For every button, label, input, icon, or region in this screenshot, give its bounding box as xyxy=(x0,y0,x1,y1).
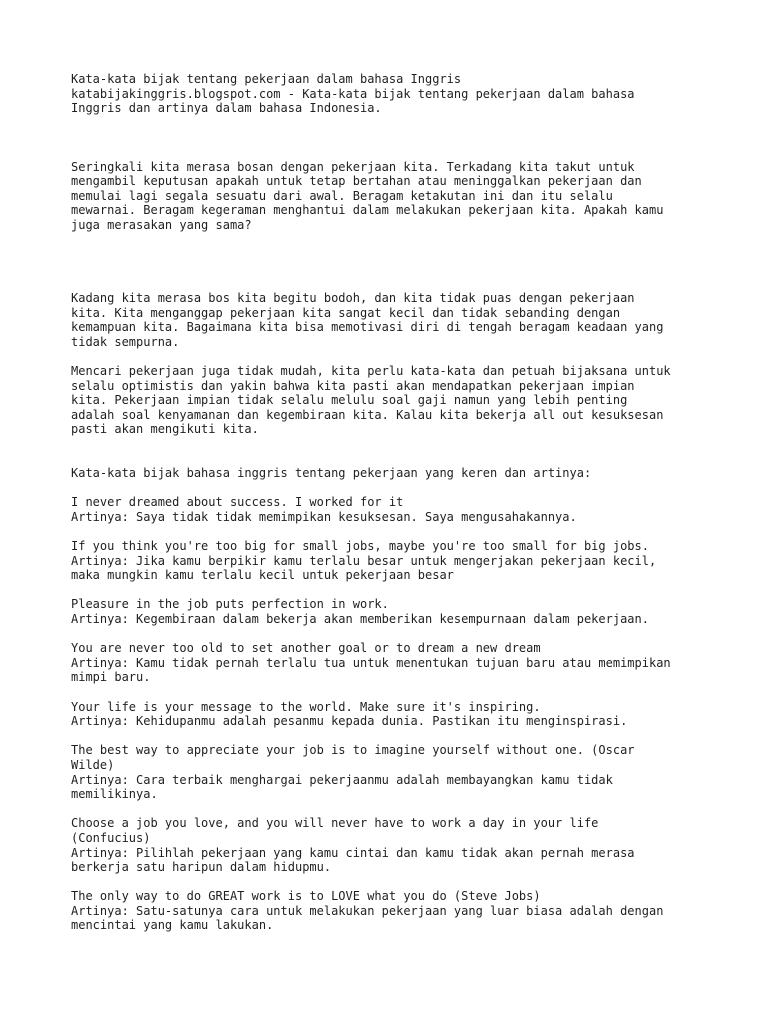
quote-text: Your life is your message to the world. Make sure it's inspiring. xyxy=(71,699,541,714)
paragraph-2 xyxy=(71,291,711,349)
quote-translation: Artinya: Satu-satunya cara untuk melakukan pekerjaan yang luar biasa adalah dengan xyxy=(71,903,664,918)
quote-item xyxy=(71,743,711,801)
quote-item xyxy=(71,889,711,933)
paragraph-line: tidak sempurna. xyxy=(71,334,180,349)
paragraph-line: juga merasakan yang sama? xyxy=(71,217,252,232)
quote-item xyxy=(71,641,711,685)
quote-translation: berkerja satu haripun dalam hidupmu. xyxy=(71,860,332,875)
header-line: katabijakinggris.blogspot.com - Kata-kata bijak tentang pekerjaan dalam bahasa xyxy=(71,86,635,101)
paragraph-line: adalah soal kenyamanan dan kegembiraan kita. Kalau kita bekerja all out kesuksesan xyxy=(71,407,664,422)
quote-text: I never dreamed about success. I worked for it xyxy=(71,495,404,510)
quote-text: If you think you're too big for small jobs, maybe you're too small for big jobs. xyxy=(71,539,649,554)
paragraph-line: kemampuan kita. Bagaimana kita bisa memotivasi diri di tengah beragam keadaan yang xyxy=(71,320,664,335)
quote-translation: maka mungkin kamu terlalu kecil untuk pekerjaan besar xyxy=(71,568,454,583)
paragraph-line: pasti akan mengikuti kita. xyxy=(71,422,259,437)
quote-translation: Artinya: Jika kamu berpikir kamu terlalu besar untuk mengerjakan pekerjaan kecil, xyxy=(71,553,657,568)
paragraph-line: mengambil keputusan apakah untuk tetap bertahan atau meninggalkan pekerjaan dan xyxy=(71,174,642,189)
quote-translation: memilikinya. xyxy=(71,787,158,802)
quote-text: The best way to appreciate your job is to imagine yourself without one. (Oscar xyxy=(71,743,635,758)
quote-text: Pleasure in the job puts perfection in work. xyxy=(71,597,389,612)
quote-translation: Artinya: Cara terbaik menghargai pekerjaanmu adalah membayangkan kamu tidak xyxy=(71,772,613,787)
quote-translation: Artinya: Kehidupanmu adalah pesanmu kepada dunia. Pastikan itu menginspirasi. xyxy=(71,714,628,729)
quote-item xyxy=(71,700,711,729)
document-page xyxy=(71,72,711,933)
quote-translation: Artinya: Saya tidak tidak memimpikan kesuksesan. Saya mengusahakannya. xyxy=(71,509,577,524)
quote-translation: mencintai yang kamu lakukan. xyxy=(71,918,274,933)
paragraph-line: kita. Kita menganggap pekerjaan kita sangat kecil dan tidak sebanding dengan xyxy=(71,305,621,320)
quote-item xyxy=(71,597,711,626)
quote-translation: mimpi baru. xyxy=(71,670,151,685)
paragraph-line: kita. Pekerjaan impian tidak selalu melulu soal gaji namun yang lebih penting xyxy=(71,393,628,408)
paragraph-line: Seringkali kita merasa bosan dengan pekerjaan kita. Terkadang kita takut untuk xyxy=(71,159,635,174)
paragraph-line: Kadang kita merasa bos kita begitu bodoh, dan kita tidak puas dengan pekerjaan xyxy=(71,290,635,305)
quotes-heading: Kata-kata bijak bahasa inggris tentang pekerjaan yang keren dan artinya: xyxy=(71,466,592,481)
header-block xyxy=(71,72,711,116)
paragraph-line: mewarnai. Beragam kegeraman menghantui dalam melakukan pekerjaan kita. Apakah kamu xyxy=(71,203,664,218)
paragraph-3 xyxy=(71,364,711,437)
paragraph-line: Mencari pekerjaan juga tidak mudah, kita perlu kata-kata dan petuah bijaksana untuk xyxy=(71,363,671,378)
header-line: Inggris dan artinya dalam bahasa Indonesia. xyxy=(71,101,382,116)
quote-translation: Artinya: Pilihlah pekerjaan yang kamu cintai dan kamu tidak akan pernah merasa xyxy=(71,845,635,860)
quote-item xyxy=(71,816,711,874)
document-title: Kata-kata bijak tentang pekerjaan dalam bahasa Inggris xyxy=(71,72,462,86)
paragraph-line: memulai lagi segala sesuatu dari awal. Beragam ketakutan ini dan itu selalu xyxy=(71,188,613,203)
quote-text: (Confucius) xyxy=(71,830,151,845)
quote-text: The only way to do GREAT work is to LOVE what you do (Steve Jobs) xyxy=(71,889,541,904)
intro-paragraph xyxy=(71,160,711,233)
quote-item xyxy=(71,495,711,524)
quote-translation: Artinya: Kamu tidak pernah terlalu tua untuk menentukan tujuan baru atau memimpikan xyxy=(71,655,671,670)
paragraph-line: selalu optimistis dan yakin bahwa kita pasti akan mendapatkan pekerjaan impian xyxy=(71,378,635,393)
quote-item xyxy=(71,539,711,583)
quote-text: Wilde) xyxy=(71,757,115,772)
quote-text: Choose a job you love, and you will never have to work a day in your life xyxy=(71,816,599,831)
quote-translation: Artinya: Kegembiraan dalam bekerja akan memberikan kesempurnaan dalam pekerjaan. xyxy=(71,612,649,626)
quote-text: You are never too old to set another goal or to dream a new dream xyxy=(71,641,541,656)
